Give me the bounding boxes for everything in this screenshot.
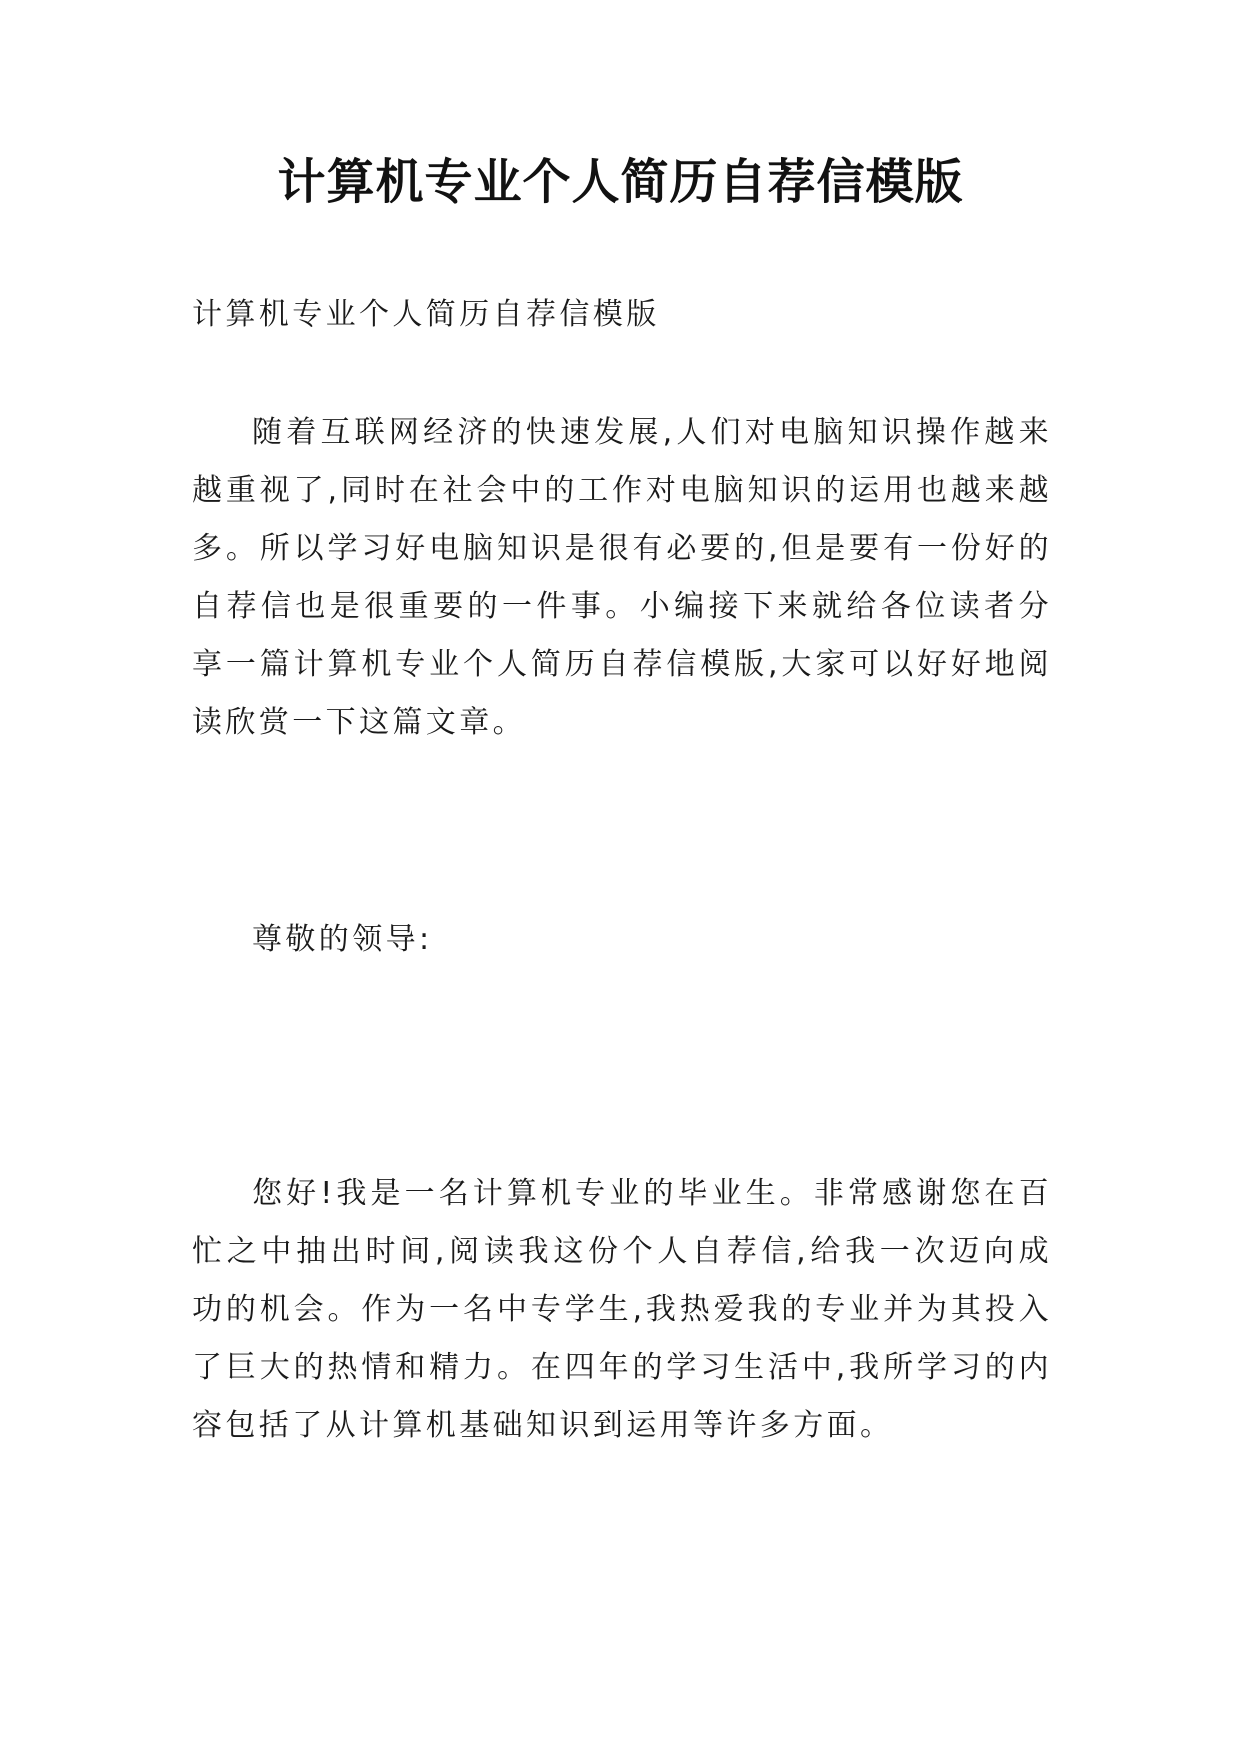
letter-body-paragraph: 您好!我是一名计算机专业的毕业生。非常感谢您在百忙之中抽出时间,阅读我这份个人自荐信,给我一次迈向成功的机会。作为一名中专学生,我热爱我的专业并为其投入了巨大的热情和精力。在四年的学习生活中,我所学习的内容包括了从计算机基础知识到运用等许多方面。 — [192, 1176, 1052, 1443]
document-subtitle: 计算机专业个人简历自荐信模版 — [192, 297, 660, 332]
letter-salutation: 尊敬的领导: — [252, 922, 433, 957]
intro-paragraph: 随着互联网经济的快速发展,人们对电脑知识操作越来越重视了,同时在社会中的工作对电脑知识的运用也越来越多。所以学习好电脑知识是很有必要的,但是要有一份好的自荐信也是很重要的一件事。小编接下来就给各位读者分享一篇计算机专业个人简历自荐信模版,大家可以好好地阅读欣赏一下这篇文章。 — [192, 415, 1052, 740]
document-title: 计算机专业个人简历自荐信模版 — [277, 154, 964, 210]
